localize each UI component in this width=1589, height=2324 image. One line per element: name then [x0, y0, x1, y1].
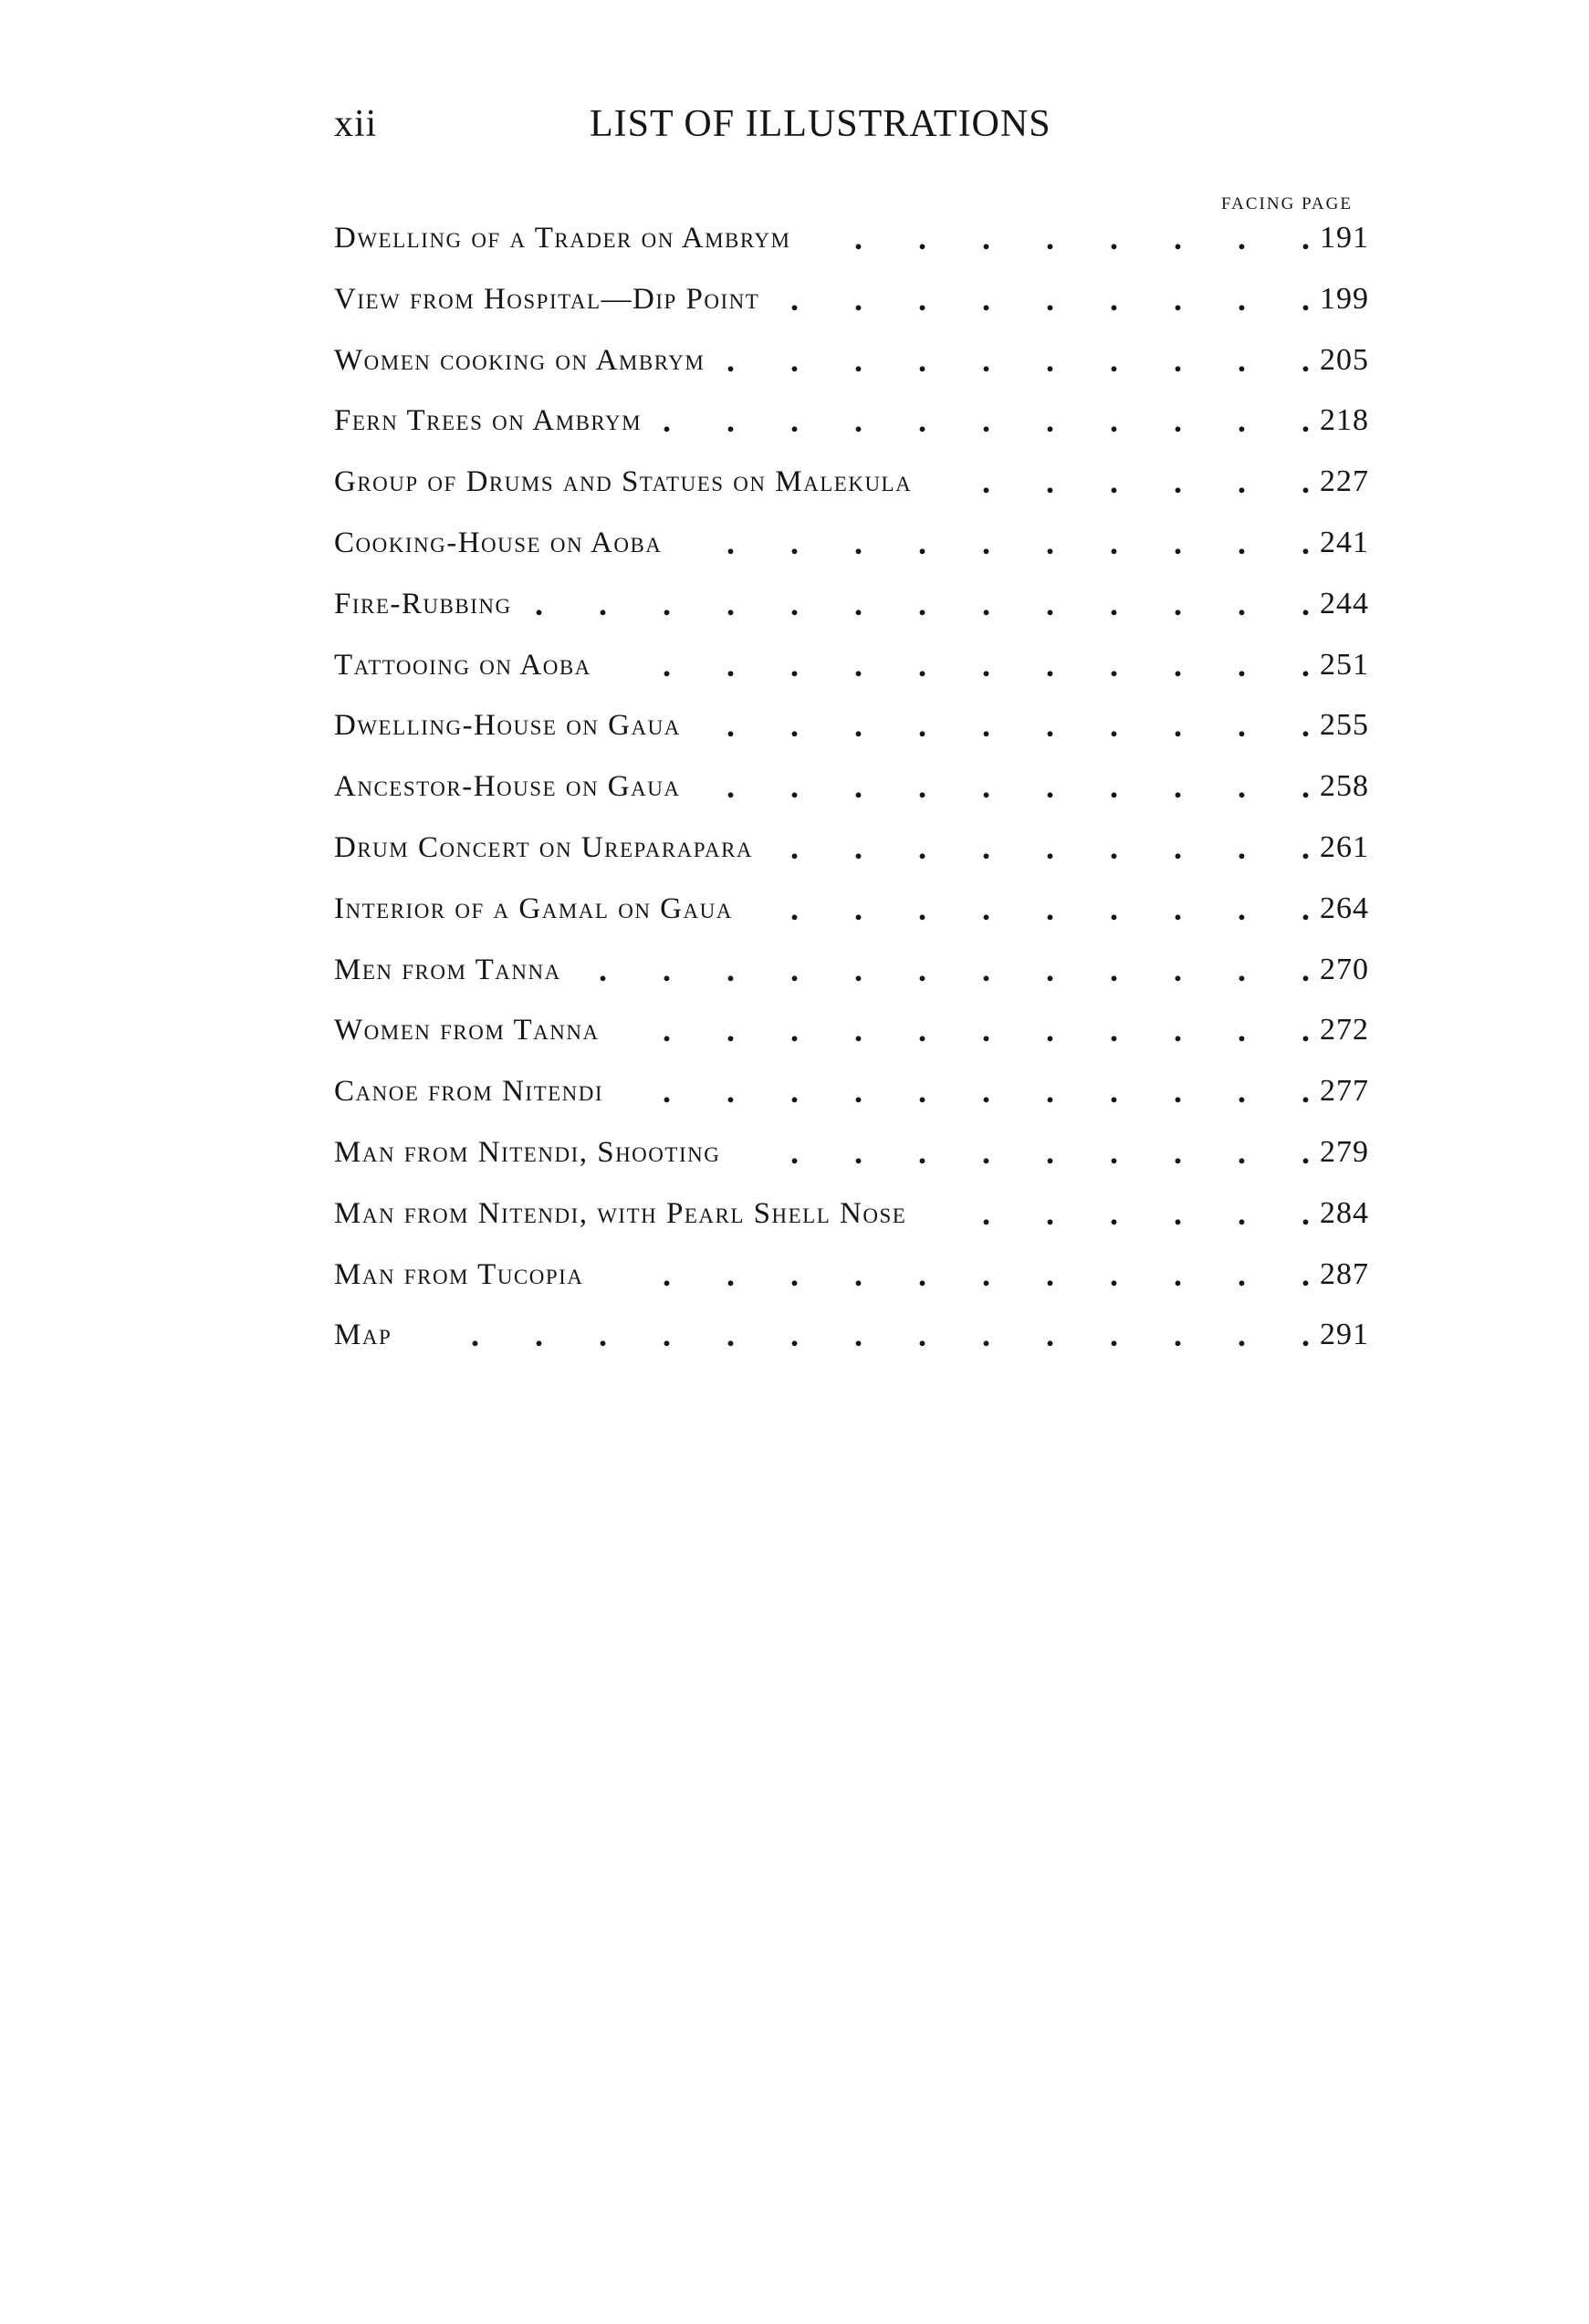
list-item [334, 766, 1375, 827]
leader-dots: . . . . . . . . [854, 220, 1310, 256]
list-item [334, 522, 1375, 583]
leader-dots: . . . . . . . . . [790, 1133, 1310, 1171]
list-item [334, 1193, 1375, 1254]
illustration-title: Men from Tanna [334, 949, 572, 991]
illustration-page-number: 251 [1320, 647, 1369, 682]
illustration-title: Fern Trees on Ambrym [334, 400, 653, 442]
list-item [334, 1009, 1375, 1070]
leader-dots: . . . . . . . . . . . [663, 402, 1310, 440]
illustration-title: Ancestor-House on Gaua [334, 766, 691, 808]
illustration-title: Dwelling-House on Gaua [334, 704, 692, 746]
illustration-title: View from Hospital—Dip Point [334, 278, 770, 320]
illustration-page-number: 264 [1320, 891, 1369, 925]
illustration-page-number: 261 [1320, 829, 1369, 864]
illustration-title: Dwelling of a Trader on Ambrym [334, 217, 802, 259]
leader-dots: . . . . . . [982, 464, 1310, 501]
leader-dots: . . . . . . . . . . . . . [535, 585, 1310, 622]
illustration-title: Map [334, 1314, 402, 1356]
illustration-page-number: 291 [1320, 1318, 1369, 1352]
illustration-page-number: 272 [1320, 1013, 1369, 1047]
page-title: LIST OF ILLUSTRATIONS [590, 103, 1051, 145]
illustration-page-number: 199 [1320, 281, 1369, 316]
list-item [334, 1314, 1375, 1375]
illustration-page-number: 277 [1320, 1074, 1369, 1109]
illustration-page-number: 287 [1320, 1256, 1369, 1291]
list-item [334, 888, 1375, 949]
list-item [334, 400, 1375, 461]
list-item [334, 217, 1375, 278]
illustrations-list [334, 217, 1375, 1375]
illustration-title: Man from Nitendi, with Pearl Shell Nose [334, 1193, 917, 1235]
illustration-title: Interior of a Gamal on Gaua [334, 888, 744, 930]
illustration-title: Women cooking on Ambrym [334, 339, 716, 381]
leader-dots: . . . . . . . . . . . . [599, 951, 1310, 988]
illustration-page-number: 258 [1320, 769, 1369, 804]
leader-dots: . . . . . . . . . . . [663, 1256, 1310, 1293]
illustration-title: Fire-Rubbing [334, 583, 523, 625]
list-item [334, 1070, 1375, 1131]
list-item [334, 1131, 1375, 1193]
illustration-page-number: 270 [1320, 952, 1369, 986]
leader-dots: . . . . . . . . . [790, 890, 1310, 927]
leader-dots: . . . . . . . . . . [727, 768, 1310, 806]
leader-dots: . . . . . . [982, 1194, 1310, 1232]
list-item [334, 949, 1375, 1010]
illustration-page-number: 191 [1320, 221, 1369, 255]
illustration-title: Group of Drums and Statues on Malekula [334, 461, 923, 503]
illustration-page-number: 205 [1320, 342, 1369, 377]
list-item [334, 704, 1375, 766]
page-number: xii [334, 103, 378, 145]
leader-dots: . . . . . . . . . . . [663, 1073, 1310, 1110]
illustration-page-number: 279 [1320, 1134, 1369, 1169]
list-item [334, 278, 1375, 339]
list-item [334, 1254, 1375, 1315]
illustration-page-number: 227 [1320, 464, 1369, 499]
list-item [334, 644, 1375, 705]
illustration-title: Tattooing on Aoba [334, 644, 602, 686]
illustration-title: Women from Tanna [334, 1009, 611, 1051]
facing-page-label: FACING PAGE [1221, 194, 1353, 214]
illustration-page-number: 244 [1320, 586, 1369, 620]
leader-dots: . . . . . . . . . [790, 829, 1310, 866]
leader-dots: . . . . . . . . . . [727, 707, 1310, 745]
illustration-title: Cooking-House on Aoba [334, 522, 673, 564]
illustration-title: Man from Nitendi, Shooting [334, 1131, 731, 1173]
list-item [334, 583, 1375, 644]
illustration-page-number: 241 [1320, 525, 1369, 559]
list-item [334, 461, 1375, 522]
illustration-title: Drum Concert on Ureparapara [334, 827, 764, 869]
leader-dots: . . . . . . . . . . [727, 341, 1310, 379]
illustration-page-number: 284 [1320, 1195, 1369, 1230]
illustration-page-number: 218 [1320, 403, 1369, 438]
list-item [334, 827, 1375, 888]
illustration-title: Canoe from Nitendi [334, 1070, 614, 1112]
list-item [334, 339, 1375, 401]
leader-dots: . . . . . . . . . . . . . . [471, 1317, 1310, 1354]
leader-dots: . . . . . . . . . . [727, 524, 1310, 561]
leader-dots: . . . . . . . . . . . [663, 1012, 1310, 1049]
illustration-title: Man from Tucopia [334, 1254, 594, 1296]
leader-dots: . . . . . . . . . . . [663, 646, 1310, 683]
leader-dots: . . . . . . . . . [790, 280, 1310, 318]
illustration-page-number: 255 [1320, 708, 1369, 743]
